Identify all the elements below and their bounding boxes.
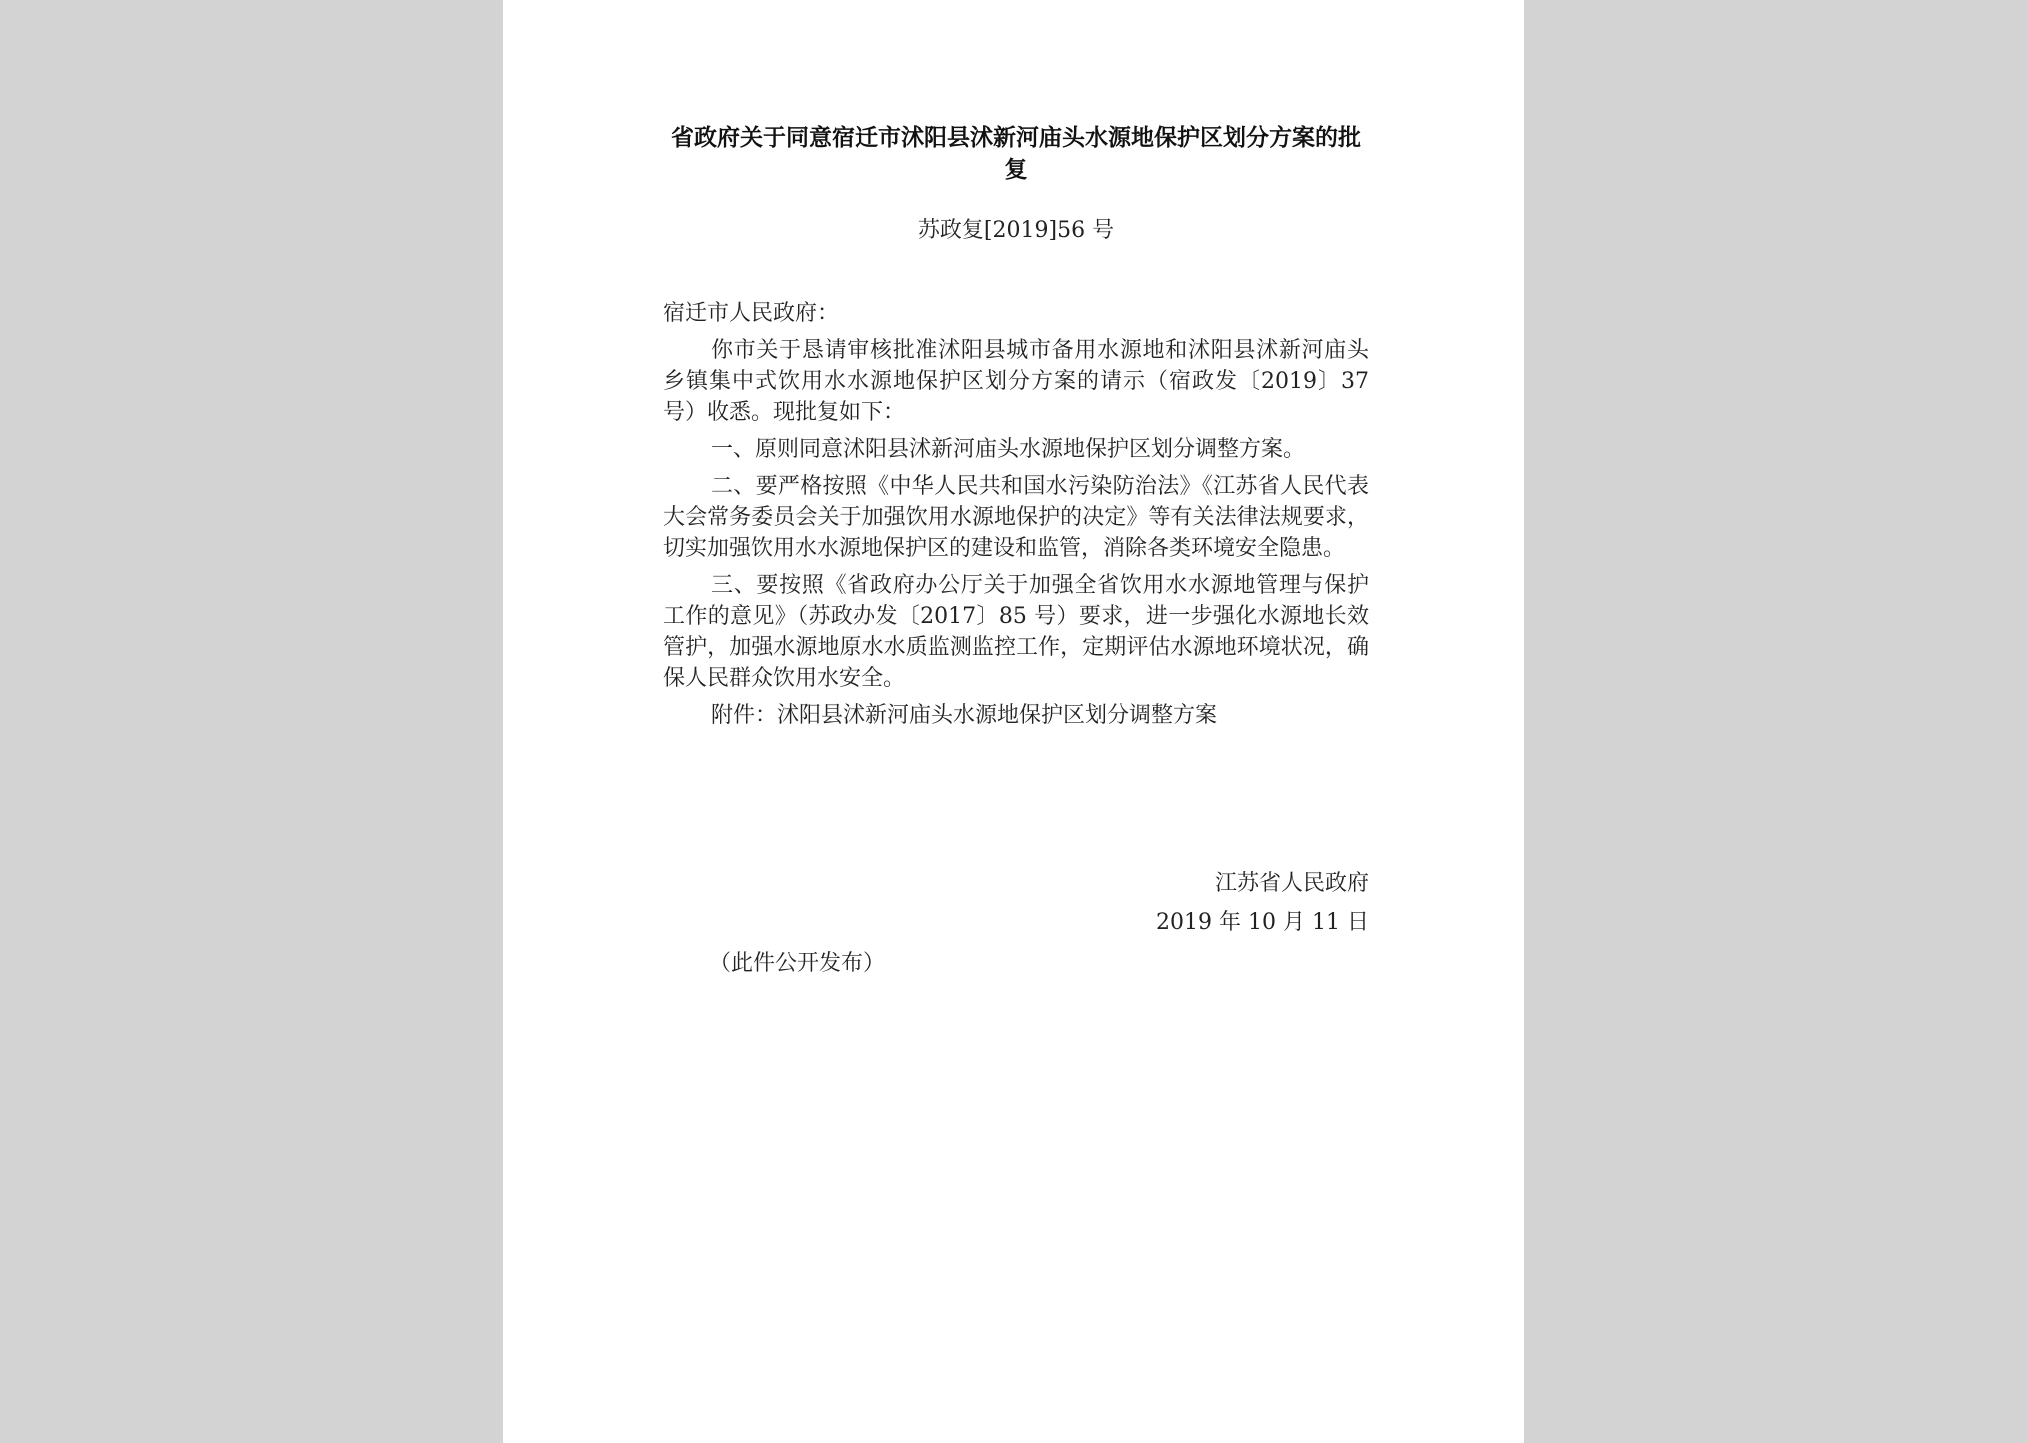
document-body — [663, 298, 1369, 737]
document-number: 苏政复[2019]56 号 — [917, 218, 1115, 243]
signature-date: 2019 年 10 月 11 日 — [1156, 910, 1369, 935]
paragraph-attachment: 附件：沭阳县沭新河庙头水源地保护区划分调整方案 — [711, 703, 1218, 728]
document-page — [503, 0, 1524, 1443]
paragraph-item-1: 一、原则同意沭阳县沭新河庙头水源地保护区划分调整方案。 — [711, 437, 1306, 462]
paragraph-item-2: 二、要严格按照《中华人民共和国水污染防治法》《江苏省人民代表大会常务委员会关于加强饮用水源地保护的决定》等有关法律法规要求，切实加强饮用水水源地保护区的建设和监管，消除各类环境安全隐患。 — [663, 474, 1369, 561]
disclosure-note: （此件公开发布） — [709, 951, 886, 976]
document-title: 省政府关于同意宿迁市沭阳县沭新河庙头水源地保护区划分方案的批复 — [671, 125, 1361, 183]
paragraph-intro: 你市关于恳请审核批准沭阳县城市备用水源地和沭阳县沭新河庙头乡镇集中式饮用水水源地保护区划分方案的请示（宿政发〔2019〕37 号）收悉。现批复如下： — [663, 338, 1369, 425]
salutation: 宿迁市人民政府： — [663, 301, 840, 326]
signature-organization: 江苏省人民政府 — [1214, 871, 1369, 896]
paragraph-item-3: 三、要按照《省政府办公厅关于加强全省饮用水水源地管理与保护工作的意见》（苏政办发〔2017〕85 号）要求，进一步强化水源地长效管护，加强水源地原水水质监测监控工作，定期评估水源地环境状况，确保人民群众饮用水安全。 — [663, 573, 1369, 691]
